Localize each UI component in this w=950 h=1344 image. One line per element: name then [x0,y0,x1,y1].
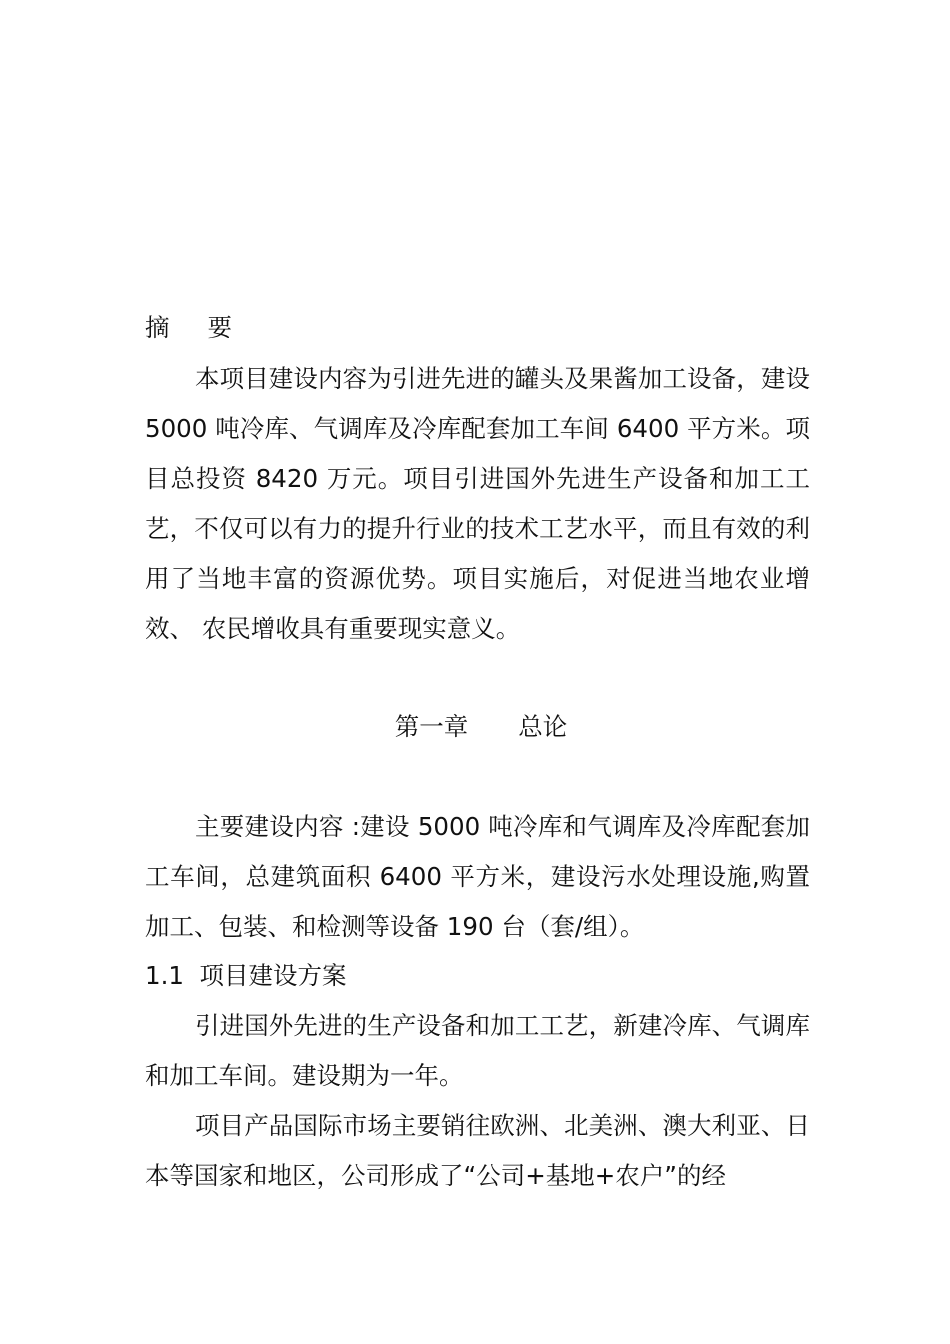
section-title: 项目建设方案 [199,961,347,990]
section-paragraph-1: 引进国外先进的生产设备和加工工艺，新建冷库、气调库和加工车间。建设期为一年。 [145,1011,810,1090]
abstract-paragraph: 本项目建设内容为引进先进的罐头及果酱加工设备，建设 5000 吨冷库、气调库及冷库配套加工车间 6400 平方米。项目总投资 8420 万元。项目引进国外先进生产设备和加工工艺，不仅可以有力的提升行业的技术工艺水平，而且有效的利用了当地丰富的资源优势。项目实施后，对促进当地农业增效、 农民增收具有重要现实意义。 [145,364,810,643]
chapter-number: 第一章 [394,712,469,741]
chapter-title: 总论 [518,712,568,741]
chapter-heading [0,702,950,752]
abstract-title-right: 要 [207,313,232,342]
abstract-heading [145,303,232,353]
abstract-title-left: 摘 [145,313,170,342]
section-number: 1.1 [145,961,184,990]
main-content-paragraph: 主要建设内容 :建设 5000 吨冷库和气调库及冷库配套加工车间，总建筑面积 6400 平方米，建设污水处理设施,购置加工、包装、和检测等设备 190 台（套/组）。 [145,812,810,941]
section-heading [145,951,347,1001]
section-paragraph-2: 项目产品国际市场主要销往欧洲、北美洲、澳大利亚、日本等国家和地区，公司形成了“公司+基地+农户”的经 [145,1111,810,1190]
